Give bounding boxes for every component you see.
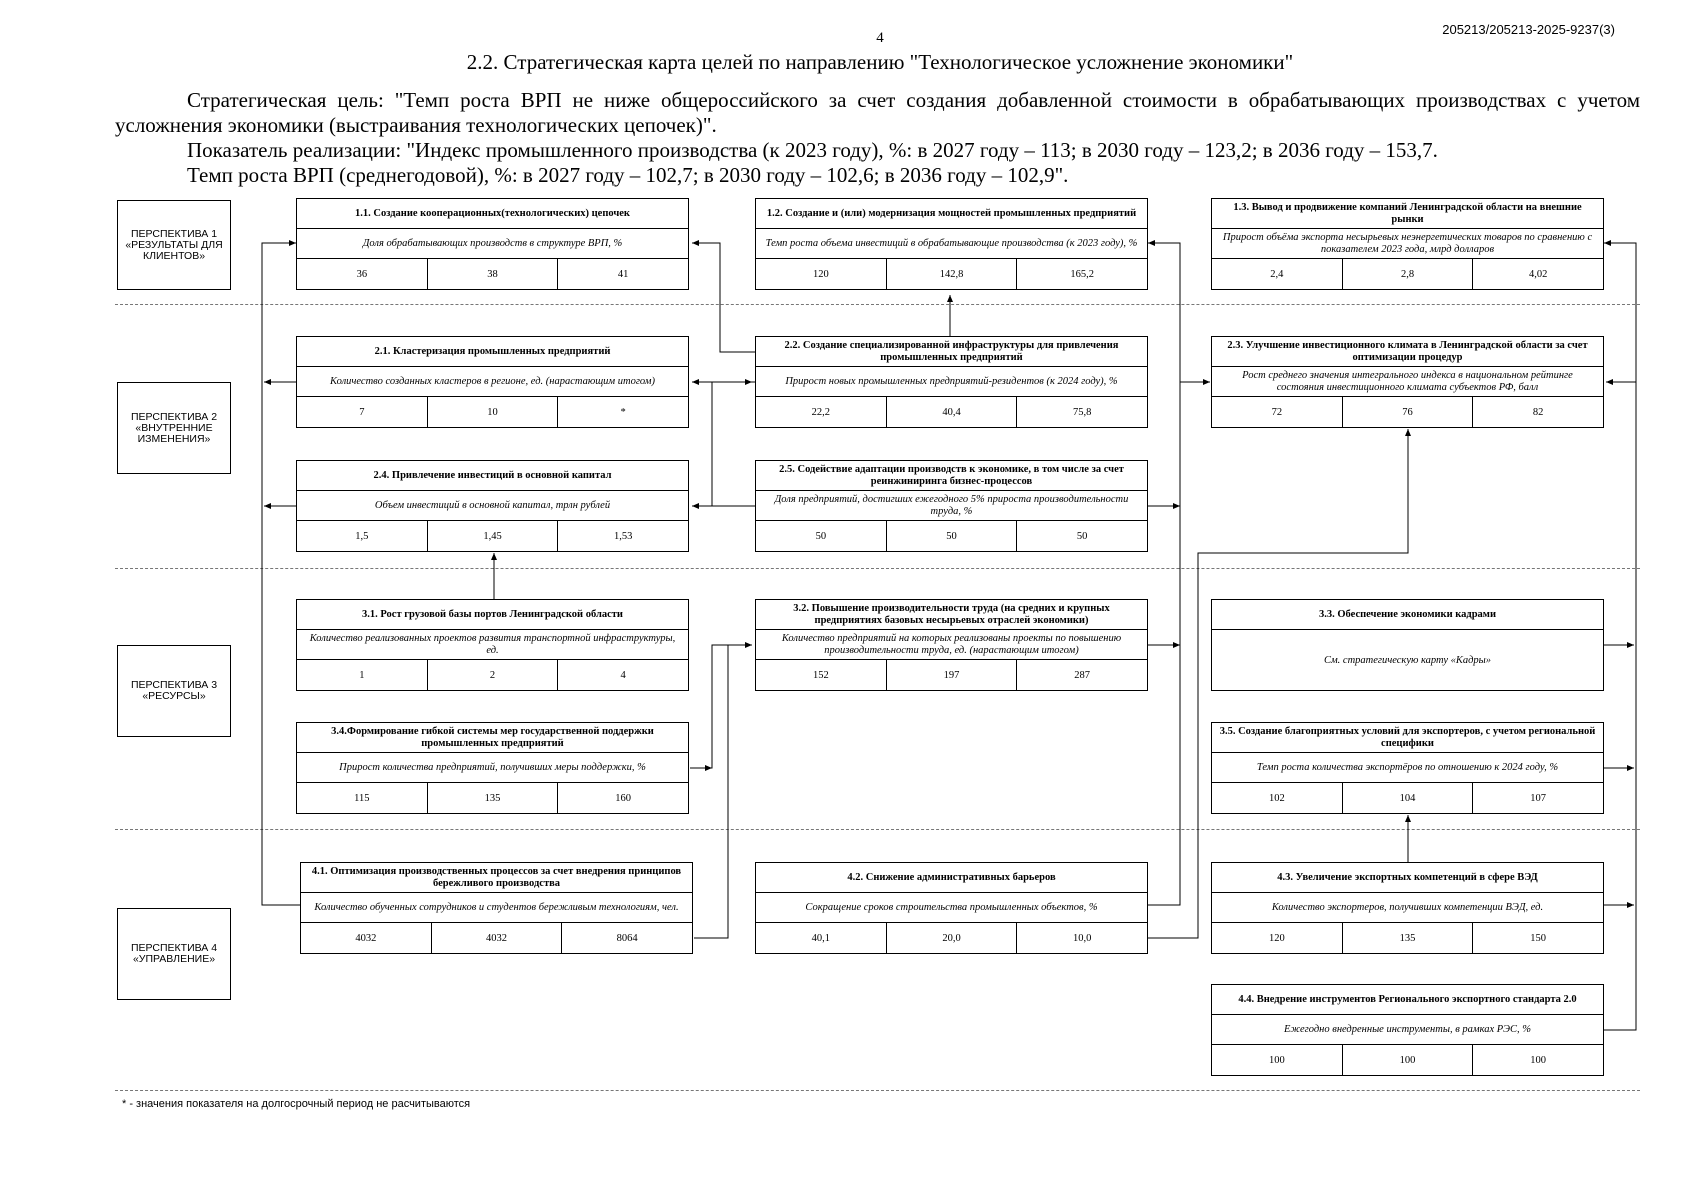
goal-title: 1.2. Создание и (или) модернизация мощностей промышленных предприятий bbox=[756, 199, 1147, 229]
perspective-3-box: ПЕРСПЕКТИВА 3 «РЕСУРСЫ» bbox=[117, 645, 231, 737]
goal-values bbox=[297, 521, 688, 551]
value-2027: 102 bbox=[1268, 792, 1285, 804]
goal-values bbox=[1212, 783, 1603, 813]
value-2030: 2,8 bbox=[1342, 259, 1473, 289]
value-2027: 152 bbox=[812, 669, 829, 681]
value-2036: 4 bbox=[557, 660, 688, 690]
goal-values bbox=[297, 660, 688, 690]
value-2036: 10,0 bbox=[1016, 923, 1147, 953]
value-2036: 160 bbox=[557, 783, 688, 813]
value-2036: 150 bbox=[1472, 923, 1603, 953]
perspective-2-box: ПЕРСПЕКТИВА 2 «ВНУТРЕННИЕ ИЗМЕНЕНИЯ» bbox=[117, 382, 231, 474]
value-2036: 1,53 bbox=[557, 521, 688, 551]
goal-indicator: Количество реализованных проектов развития транспортной инфраструктуры, ед. bbox=[297, 630, 688, 660]
value-2030: 2 bbox=[427, 660, 558, 690]
strategic-goal-text: Стратегическая цель: "Темп роста ВРП не ниже общероссийского за счет создания добавленной стоимости в обрабатывающих производствах с учетом усложнения экономики (выстраивания технологических цепочек)". bbox=[115, 88, 1640, 137]
goal-title: 3.5. Создание благоприятных условий для экспортеров, с учетом региональной специфики bbox=[1212, 723, 1603, 753]
goal-title: 4.1. Оптимизация производственных процессов за счет внедрения принципов бережливого производства bbox=[301, 863, 692, 893]
goal-box-3-4 bbox=[296, 722, 689, 814]
goal-indicator: Доля обрабатывающих производств в структуре ВРП, % bbox=[297, 229, 688, 259]
goal-indicator: Доля предприятий, достигших ежегодного 5% прироста производительности труда, % bbox=[756, 491, 1147, 521]
goal-values bbox=[1212, 397, 1603, 427]
goal-title: 3.3. Обеспечение экономики кадрами bbox=[1212, 600, 1603, 630]
goal-indicator: Рост среднего значения интегрального индекса в национальном рейтинге состояния инвестиционного климата субъектов РФ, балл bbox=[1212, 367, 1603, 397]
value-2036: 100 bbox=[1472, 1045, 1603, 1075]
goal-values bbox=[756, 521, 1147, 551]
goal-indicator: Количество обученных сотрудников и студентов бережливым технологиям, чел. bbox=[301, 893, 692, 923]
goal-reference: См. стратегическую карту «Кадры» bbox=[1323, 654, 1492, 666]
footnote: * - значения показателя на долгосрочный период не расчитываются bbox=[122, 1098, 471, 1110]
value-2036: 8064 bbox=[561, 923, 692, 953]
value-2036: 75,8 bbox=[1016, 397, 1147, 427]
goal-box-2-5 bbox=[755, 460, 1148, 552]
value-2027: 40,1 bbox=[811, 932, 831, 944]
indicator-line-1: Показатель реализации: "Индекс промышленного производства (к 2023 году), %: в 2027 году – 113; в 2030 году – 123,2; в 2036 году – 153,7. bbox=[187, 138, 1438, 162]
goal-title: 1.1. Создание кооперационных(технологических) цепочек bbox=[297, 199, 688, 229]
goal-values bbox=[1212, 923, 1603, 953]
goal-values bbox=[756, 259, 1147, 289]
page-number: 4 bbox=[876, 30, 884, 46]
value-2030: 100 bbox=[1342, 1045, 1473, 1075]
goal-indicator: Количество предприятий на которых реализованы проекты по повышению производительности труда, ед. (нарастающим итогом) bbox=[756, 630, 1147, 660]
goal-box-3-3 bbox=[1211, 599, 1604, 691]
value-2027: 2,4 bbox=[1270, 268, 1284, 280]
value-2027: 120 bbox=[812, 268, 829, 280]
goal-indicator: Ежегодно внедренные инструменты, в рамках РЭС, % bbox=[1212, 1015, 1603, 1045]
goal-values bbox=[1212, 259, 1603, 289]
value-2030: 10 bbox=[427, 397, 558, 427]
goal-title: 2.2. Создание специализированной инфраструктуры для привлечения промышленных предприятий bbox=[756, 337, 1147, 367]
goal-title: 2.3. Улучшение инвестиционного климата в Ленинградской области за счет оптимизации процедур bbox=[1212, 337, 1603, 367]
goal-title: 4.2. Снижение административных барьеров bbox=[756, 863, 1147, 893]
value-2030: 50 bbox=[886, 521, 1017, 551]
goal-title: 3.2. Повышение производительности труда (на средних и крупных предприятиях базовых несырьевых отраслей экономики) bbox=[756, 600, 1147, 630]
value-2030: 20,0 bbox=[886, 923, 1017, 953]
goal-indicator: Прирост объёма экспорта несырьевых неэнергетических товаров по сравнению с показателем 2023 года, млрд долларов bbox=[1212, 229, 1603, 259]
value-2030: 38 bbox=[427, 259, 558, 289]
goal-indicator: Темп роста объема инвестиций в обрабатывающие производства (к 2023 году), % bbox=[756, 229, 1147, 259]
goal-title: 4.3. Увеличение экспортных компетенций в сфере ВЭД bbox=[1212, 863, 1603, 893]
value-2027: 1 bbox=[359, 669, 365, 681]
goal-box-2-2 bbox=[755, 336, 1148, 428]
goal-title: 4.4. Внедрение инструментов Регионального экспортного стандарта 2.0 bbox=[1212, 985, 1603, 1015]
value-2027: 100 bbox=[1268, 1054, 1285, 1066]
value-2027: 22,2 bbox=[811, 406, 831, 418]
value-2036: 4,02 bbox=[1472, 259, 1603, 289]
goal-box-2-4 bbox=[296, 460, 689, 552]
document-id: 205213/205213-2025-9237(3) bbox=[1442, 22, 1615, 37]
value-2030: 1,45 bbox=[427, 521, 558, 551]
goal-title: 3.1. Рост грузовой базы портов Ленинградской области bbox=[297, 600, 688, 630]
goal-box-1-2 bbox=[755, 198, 1148, 290]
value-2036: 41 bbox=[557, 259, 688, 289]
value-2036: 165,2 bbox=[1016, 259, 1147, 289]
value-2030: 76 bbox=[1342, 397, 1473, 427]
perspective-4-box: ПЕРСПЕКТИВА 4 «УПРАВЛЕНИЕ» bbox=[117, 908, 231, 1000]
goal-title: 3.4.Формирование гибкой системы мер государственной поддержки промышленных предприятий bbox=[297, 723, 688, 753]
value-2027: 50 bbox=[815, 530, 827, 542]
section-title: 2.2. Стратегическая карта целей по направлению "Технологическое усложнение экономики" bbox=[466, 50, 1294, 74]
goal-box-1-1 bbox=[296, 198, 689, 290]
goal-box-3-5 bbox=[1211, 722, 1604, 814]
value-2027: 115 bbox=[354, 792, 370, 804]
goal-box-3-2 bbox=[755, 599, 1148, 691]
value-2030: 197 bbox=[886, 660, 1017, 690]
goal-indicator: Темп роста количества экспортёров по отношению к 2024 году, % bbox=[1212, 753, 1603, 783]
value-2036: 82 bbox=[1472, 397, 1603, 427]
goal-box-4-1 bbox=[300, 862, 693, 954]
indicator-line-2: Темп роста ВРП (среднегодовой), %: в 2027 году – 102,7; в 2030 году – 102,6; в 2036 году – 102,9". bbox=[187, 163, 1069, 187]
goal-indicator: Количество созданных кластеров в регионе, ед. (нарастающим итогом) bbox=[297, 367, 688, 397]
goal-indicator: Сокращение сроков строительства промышленных объектов, % bbox=[756, 893, 1147, 923]
value-2027: 1,5 bbox=[355, 530, 369, 542]
goal-title: 1.3. Вывод и продвижение компаний Ленинградской области на внешние рынки bbox=[1212, 199, 1603, 229]
value-2036: * bbox=[557, 397, 688, 427]
goal-box-4-2 bbox=[755, 862, 1148, 954]
value-2027: 7 bbox=[359, 406, 365, 418]
value-2027: 120 bbox=[1268, 932, 1285, 944]
goal-values bbox=[297, 783, 688, 813]
goal-values bbox=[1212, 1045, 1603, 1075]
value-2030: 142,8 bbox=[886, 259, 1017, 289]
goal-box-4-4 bbox=[1211, 984, 1604, 1076]
goal-title: 2.5. Содействие адаптации производств к экономике, в том числе за счет реинжиниринга бизнес-процессов bbox=[756, 461, 1147, 491]
value-2027: 72 bbox=[1271, 406, 1283, 418]
goal-box-1-3 bbox=[1211, 198, 1604, 290]
value-2036: 107 bbox=[1472, 783, 1603, 813]
goal-indicator: Объем инвестиций в основной капитал, трлн рублей bbox=[297, 491, 688, 521]
perspective-1-box: ПЕРСПЕКТИВА 1 «РЕЗУЛЬТАТЫ ДЛЯ КЛИЕНТОВ» bbox=[117, 200, 231, 290]
goal-values bbox=[756, 923, 1147, 953]
goal-title: 2.4. Привлечение инвестиций в основной капитал bbox=[297, 461, 688, 491]
goal-values bbox=[297, 397, 688, 427]
value-2030: 104 bbox=[1342, 783, 1473, 813]
goal-values bbox=[301, 923, 692, 953]
goal-values bbox=[297, 259, 688, 289]
value-2030: 135 bbox=[427, 783, 558, 813]
value-2030: 135 bbox=[1342, 923, 1473, 953]
goal-box-2-1 bbox=[296, 336, 689, 428]
goal-indicator: Количество экспортеров, получивших компетенции ВЭД, ед. bbox=[1212, 893, 1603, 923]
goal-values bbox=[756, 660, 1147, 690]
value-2036: 50 bbox=[1016, 521, 1147, 551]
goal-values bbox=[756, 397, 1147, 427]
value-2027: 4032 bbox=[355, 932, 377, 944]
value-2030: 40,4 bbox=[886, 397, 1017, 427]
goal-title: 2.1. Кластеризация промышленных предприятий bbox=[297, 337, 688, 367]
value-2036: 287 bbox=[1016, 660, 1147, 690]
goal-indicator: Прирост количества предприятий, получивших меры поддержки, % bbox=[297, 753, 688, 783]
value-2027: 36 bbox=[356, 268, 368, 280]
goal-box-3-1 bbox=[296, 599, 689, 691]
value-2030: 4032 bbox=[431, 923, 562, 953]
goal-indicator: Прирост новых промышленных предприятий-резидентов (к 2024 году), % bbox=[756, 367, 1147, 397]
goal-box-2-3 bbox=[1211, 336, 1604, 428]
goal-box-4-3 bbox=[1211, 862, 1604, 954]
